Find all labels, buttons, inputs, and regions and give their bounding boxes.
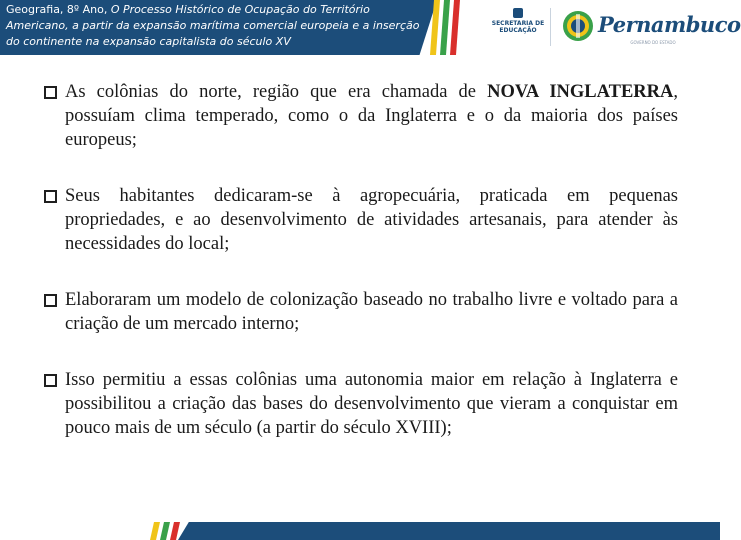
bullet-item <box>42 288 678 336</box>
bullet-text: Seus habitantes dedicaram-se à agropecuária, praticada em pequenas propriedades, e ao desenvolvimento de atividades artesanais, para atender às necessidades do local; <box>65 186 678 254</box>
bullet-text: Elaboraram um modelo de colonização baseado no trabalho livre e voltado para a criação de um mercado interno; <box>65 290 678 334</box>
footer-stripe-yellow <box>150 522 160 540</box>
bullet-item <box>42 184 678 256</box>
header-subject: Geografia, 8º Ano, <box>6 3 108 16</box>
bullet-item <box>42 80 678 152</box>
pernambuco-seal-icon <box>562 10 594 42</box>
footer-stripe-red <box>170 522 180 540</box>
logo-area <box>490 6 741 50</box>
secretaria-mark-icon <box>513 8 523 18</box>
slide-header <box>0 0 741 55</box>
checkbox-bullet-icon <box>44 190 57 203</box>
bullet-item <box>42 368 678 440</box>
header-topic: O Processo Histórico de Ocupação do Território Americano, a partir da expansão marítima comercial europeia e a inserção do continente na expansão capitalista do século XV <box>6 3 420 48</box>
bullet-list <box>42 80 678 472</box>
checkbox-bullet-icon <box>44 294 57 307</box>
header-stripe-red <box>450 0 460 55</box>
checkbox-bullet-icon <box>44 374 57 387</box>
secretaria-logo <box>490 8 546 46</box>
header-stripe-green <box>440 0 450 55</box>
logo-divider <box>550 8 551 46</box>
header-title <box>6 2 426 50</box>
checkbox-bullet-icon <box>44 86 57 99</box>
bullet-text: Isso permitiu a essas colônias uma autonomia maior em relação à Inglaterra e possibilitou a criação das bases do desenvolvimento que vieram a conquistar em pouco mais de um século (a partir do século XVIII); <box>65 370 678 438</box>
footer-band <box>178 522 720 540</box>
brand-subtitle: GOVERNO DO ESTADO <box>630 40 676 45</box>
slide-footer <box>0 519 720 540</box>
pernambuco-brand: Pernambuco <box>598 12 741 37</box>
secretaria-label: SECRETARIA DE EDUCAÇÃO <box>491 20 545 34</box>
bullet-text: As colônias do norte, região que era chamada de NOVA INGLATERRA, possuíam clima temperado, como o da Inglaterra e o da maioria dos países europeus; <box>65 82 679 150</box>
footer-stripe-green <box>160 522 170 540</box>
